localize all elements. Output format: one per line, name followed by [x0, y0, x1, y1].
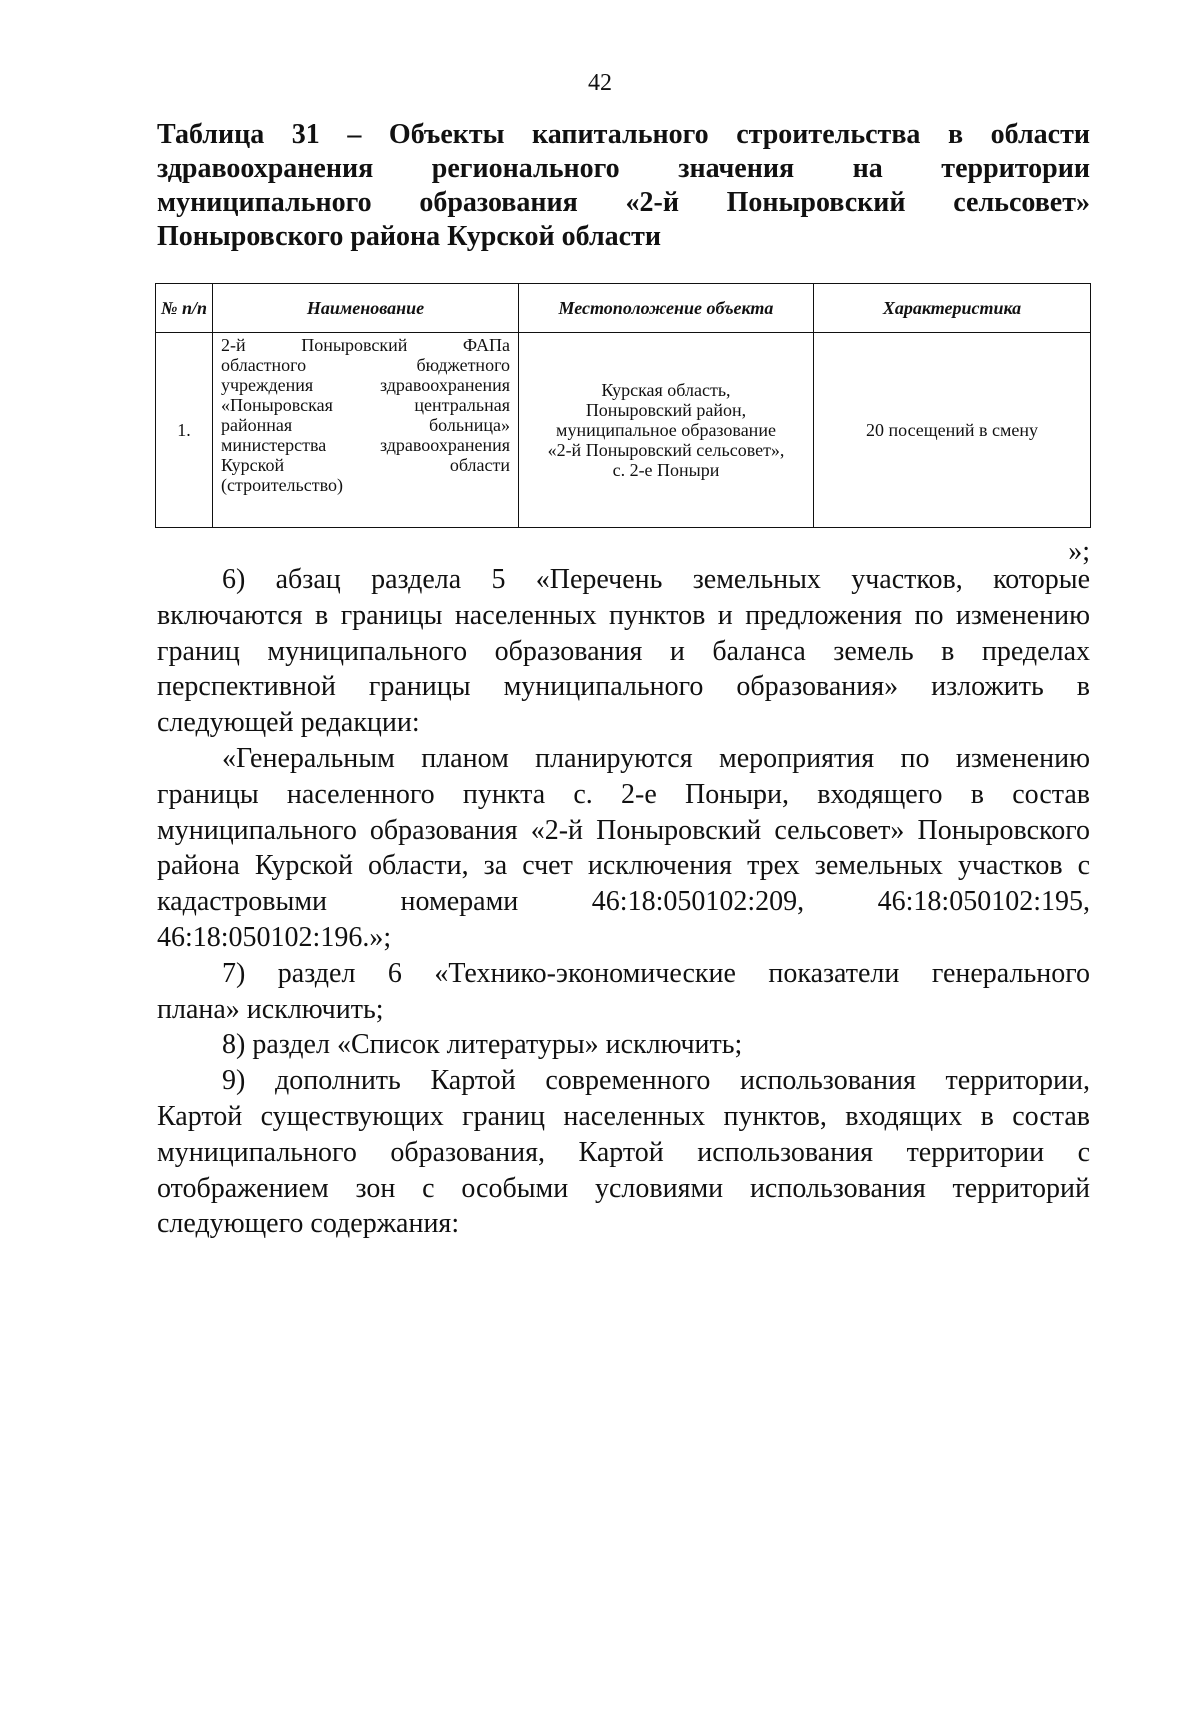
body-line: муниципального образования «2-й Поныровский сельсовет» Поныровского	[157, 814, 1090, 846]
location-line: Курская область,	[601, 380, 731, 400]
header-location: Местоположение объекта	[519, 284, 814, 333]
header-num: № п/п	[156, 284, 213, 333]
body-line: 46:18:050102:196.»;	[157, 921, 392, 953]
body-line: кадастровыми номерами 46:18:050102:209, 46:18:050102:195,	[157, 886, 1090, 918]
body-line: 6) абзац раздела 5 «Перечень земельных участков, которые	[222, 564, 1090, 595]
body-line: отображением зон с особыми условиями использования территорий	[157, 1172, 1090, 1204]
cell-name	[213, 333, 519, 528]
body-line: Картой существующих границ населенных пунктов, входящих в состав	[157, 1100, 1090, 1132]
body-line: следующей редакции:	[157, 707, 420, 739]
name-line: 2-й Поныровский ФАПа	[221, 335, 510, 355]
name-line: (строительство)	[221, 475, 343, 495]
body-line: 8) раздел «Список литературы» исключить;	[222, 1029, 743, 1061]
body-line: следующего содержания:	[157, 1208, 460, 1240]
name-line: «Поныровская центральная	[221, 395, 510, 415]
body-line: границы населенного пункта с. 2-е Поныри, входящего в состав	[157, 778, 1090, 810]
location-line: с. 2-е Поныри	[612, 460, 720, 480]
header-name: Наименование	[213, 284, 519, 333]
cell-num: 1.	[156, 333, 213, 528]
cell-characteristic: 20 посещений в смену	[814, 333, 1091, 528]
closing-quote: »;	[1068, 536, 1090, 567]
body-line: включаются в границы населенных пунктов и предложения по изменению	[157, 599, 1090, 631]
caption-line: муниципального образования «2-й Поныровский сельсовет»	[157, 187, 1090, 218]
table-caption	[157, 118, 1090, 254]
table-row	[156, 333, 1091, 528]
body-line: района Курской области, за счет исключения трех земельных участков с	[157, 850, 1090, 882]
capital-objects-table	[155, 283, 1091, 528]
cell-location	[519, 333, 814, 528]
caption-line: Поныровского района Курской области	[157, 221, 661, 252]
name-line: областного бюджетного	[221, 355, 510, 375]
name-line: учреждения здравоохранения	[221, 375, 510, 395]
location-line: муниципальное образование	[556, 420, 776, 440]
body-line: границ муниципального образования и баланса земель в пределах	[157, 635, 1090, 667]
name-line: районная больница»	[221, 415, 510, 435]
table-header-row	[156, 284, 1091, 333]
caption-line: Таблица 31 – Объекты капитального строительства в области	[157, 119, 1090, 150]
body-line: перспективной границы муниципального образования» изложить в	[157, 671, 1090, 703]
name-line: министерства здравоохранения	[221, 435, 510, 455]
name-line: Курской области	[221, 455, 510, 475]
location-line: «2-й Поныровский сельсовет»,	[547, 440, 785, 460]
body-line: муниципального образования, Картой использования территории с	[157, 1136, 1090, 1168]
body-line: плана» исключить;	[157, 993, 384, 1025]
header-characteristic: Характеристика	[814, 284, 1091, 333]
body-line: «Генеральным планом планируются мероприятия по изменению	[222, 742, 1090, 774]
body-line: 7) раздел 6 «Технико-экономические показатели генерального	[222, 957, 1090, 989]
caption-line: здравоохранения регионального значения на территории	[157, 153, 1090, 184]
body-line: 9) дополнить Картой современного использования территории,	[222, 1065, 1090, 1097]
body-text	[157, 562, 1090, 1242]
location-line: Поныровский район,	[585, 400, 747, 420]
page-number: 42	[588, 70, 612, 96]
